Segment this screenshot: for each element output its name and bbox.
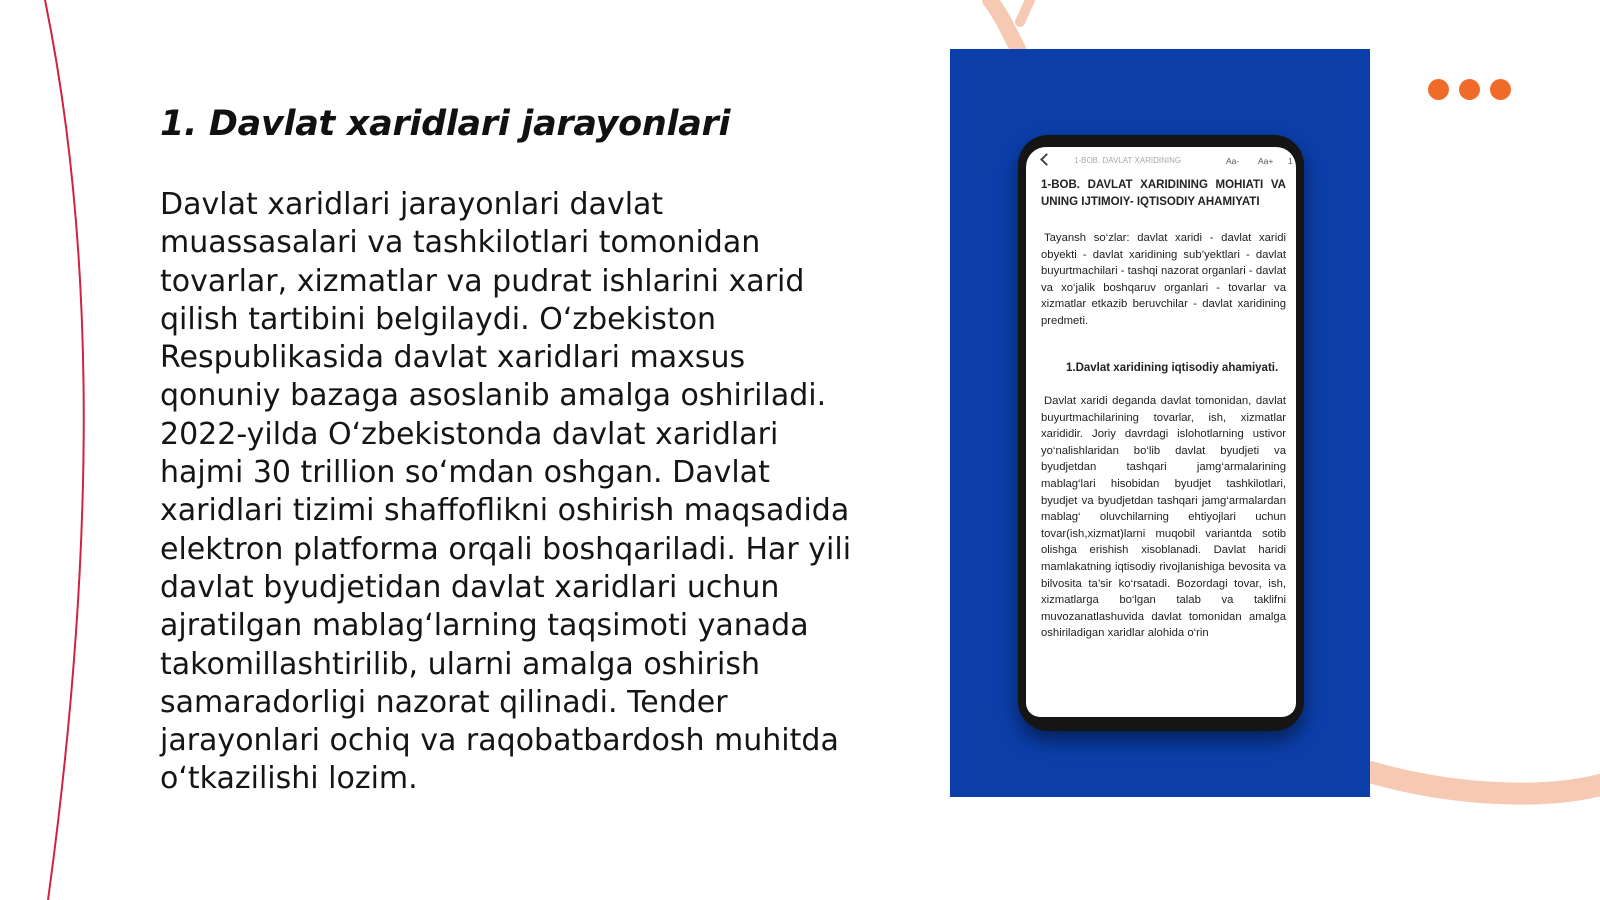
- bottom-right-peach-swoosh: [1370, 772, 1600, 794]
- phone-mockup: [1018, 135, 1304, 731]
- chapter-title: 1-BOB. DAVLAT XARIDINING MOHIATI VA UNING IJTIMOIY- IQTISODIY AHAMIYATI: [1041, 179, 1286, 208]
- section-title: 1.Davlat xaridining iqtisodiy ahamiyati.: [1066, 361, 1279, 374]
- left-red-curve: [45, 0, 84, 900]
- more-options-dots: [1428, 79, 1511, 100]
- slide-title: 1. Davlat xaridlari jarayonlari: [160, 104, 731, 144]
- page-number: 1: [1288, 156, 1293, 166]
- phone-screen: [1026, 147, 1296, 717]
- reader-topbar-title: 1-BOB. DAVLAT XARIDINING: [1074, 156, 1182, 165]
- slide-body-text: Davlat xaridlari jarayonlari davlat muassasalari va tashkilotlari tomonidan tovarlar, xizmatlar va pudrat ishlarini xarid qilish tartibini belgilaydi. O‘zbekiston Respublikasida davlat xaridlari maxsus qonuniy bazaga asoslanib amalga oshiriladi. 2022-yilda O‘zbekistonda davlat xaridlari hajmi 30 trillion so‘mdan oshgan. Davlat xaridlari tizimi shaffoflikni oshirish maqsadida elektron platforma orqali boshqariladi. Har yili davlat byudjetidan davlat xaridlari uchun ajratilgan mablag‘larning taqsimoti yanada takomillashtirilib, ularni amalga oshirish samaradorligi nazorat qilinadi. Tender jarayonlari ochiq va raqobatbardosh muhitda o‘tkazilishi lozim.: [160, 187, 852, 797]
- dot-icon: [1490, 79, 1511, 100]
- keywords-paragraph: Tayansh so‘zlar: davlat xaridi - davlat xaridi obyekti - davlat xaridining sub’yektlari - davlat buyurtmachilari - tashqi nazorat organlari - davlat va xo‘jalik boshqaruv organlari - tovarlar va xizmatlar etkazib beruvchilar - davlat xaridining predmeti.: [1041, 232, 1286, 327]
- phone-screenshot-panel: [950, 49, 1370, 797]
- reader-topbar: [1026, 147, 1296, 175]
- top-peach-arc-2: [1020, 0, 1030, 22]
- dot-icon: [1428, 79, 1449, 100]
- dot-icon: [1459, 79, 1480, 100]
- top-peach-arc: [990, 0, 1018, 49]
- font-increase-button[interactable]: Aa+: [1258, 156, 1274, 166]
- book-content: [1026, 177, 1296, 642]
- font-decrease-button[interactable]: Aa-: [1226, 156, 1240, 166]
- chevron-left-icon[interactable]: [1040, 153, 1053, 166]
- section-body-paragraph: Davlat xaridi deganda davlat tomonidan, davlat buyurtmachilarining tovarlar, ish, xizmatlar xarididir. Joriy davrdagi islohotlarning ustivor yo‘nalishlaridan bo‘lib davlat byudjeti va byudjetdan tashqari jamg‘armalarining mablag‘lari hisobidan byudjet tashkilotlari, byudjet va byudjetdan tashqari jamg‘armalardan mablag‘ oluvchilarning ehtiyojlari uchun tovar(ish,xizmat)larni muqobil variantda sotib olishga erishish xisoblanadi. Davlat haridi mamlakatning iqtisodiy rivojlanishiga bevosita va bilvosita ta’sir ko‘rsatadi. Bozordagi tovar, ish, xizmatlarga bo‘lgan talab va taklifni muvozanatlashuvida davlat tomonidan amalga oshiriladigan xaridlar alohida o‘rin: [1041, 395, 1286, 640]
